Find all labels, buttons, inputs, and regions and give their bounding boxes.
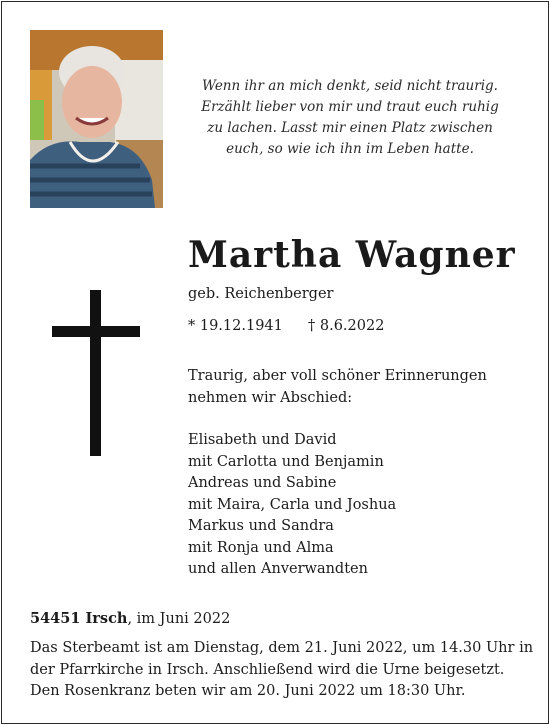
- farewell-text: [188, 366, 487, 409]
- quote-line: Erzählt lieber von mir und traut euch ruhig: [201, 99, 499, 115]
- cross-icon: [52, 290, 142, 456]
- farewell-line: Traurig, aber voll schöner Erinnerungen: [188, 368, 487, 384]
- portrait-image: [30, 30, 163, 208]
- death-date: † 8.6.2022: [308, 318, 385, 334]
- place-name: 54451 Irsch: [30, 610, 128, 627]
- mourner-line: mit Ronja und Alma: [188, 539, 334, 556]
- farewell-line: nehmen wir Abschied:: [188, 389, 353, 406]
- mourner-line: Andreas und Sabine: [188, 475, 337, 491]
- mourner-line: Markus und Sandra: [188, 518, 334, 534]
- mourner-line: Elisabeth und David: [188, 432, 337, 448]
- funeral-line: der Pfarrkirche in Irsch. Anschließend wird die Urne beigesetzt.: [30, 661, 505, 678]
- mourner-line: mit Maira, Carla und Joshua: [188, 496, 397, 513]
- funeral-line: Den Rosenkranz beten wir am 20. Juni 2022 um 18:30 Uhr.: [30, 683, 466, 699]
- quote-line: euch, so wie ich ihn im Leben hatte.: [226, 141, 474, 157]
- deceased-name: Martha Wagner: [188, 234, 516, 276]
- quote-line: Wenn ihr an mich denkt, seid nicht traurig.: [202, 78, 498, 94]
- funeral-info: [30, 638, 533, 703]
- funeral-line: Das Sterbeamt ist am Dienstag, dem 21. Juni 2022, um 14.30 Uhr in: [30, 640, 534, 656]
- mourners-list: [188, 430, 396, 581]
- obituary-notice: [1, 1, 549, 724]
- quote-line: zu lachen. Lasst mir einen Platz zwischen: [207, 120, 493, 136]
- maiden-name: geb. Reichenberger: [188, 286, 334, 302]
- mourner-line: und allen Anverwandten: [188, 561, 368, 577]
- portrait-photo: [30, 30, 163, 208]
- memorial-quote: [180, 76, 520, 160]
- place-date-rest: , im Juni 2022: [127, 611, 231, 627]
- place-date: [30, 608, 230, 631]
- birth-date: * 19.12.1941: [188, 318, 283, 334]
- mourner-line: mit Carlotta und Benjamin: [188, 453, 384, 470]
